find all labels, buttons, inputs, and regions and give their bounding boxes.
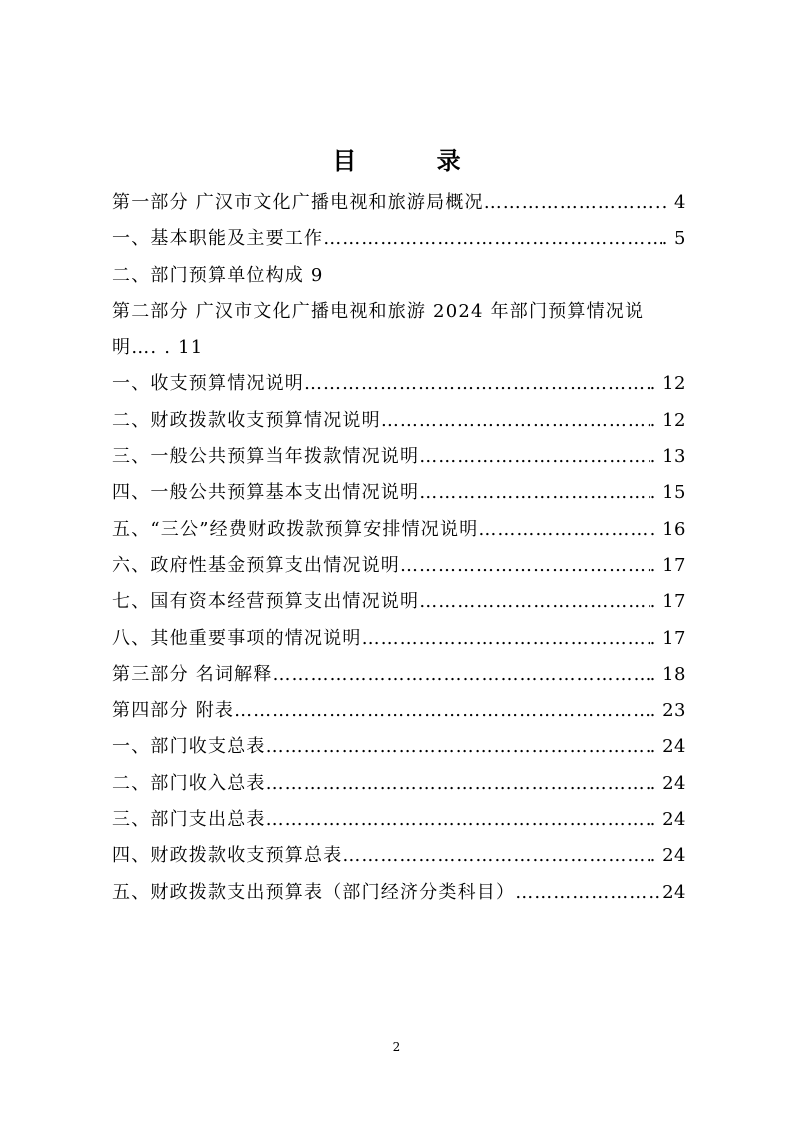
toc-entry-text: 第三部分 名词解释: [112, 663, 273, 685]
toc-leader-dots: [234, 693, 650, 729]
toc-entry-text: 一、基本职能及主要工作: [112, 228, 324, 250]
toc-entry[interactable]: [112, 802, 686, 838]
toc-entry-text: 六、政府性基金预算支出情况说明: [112, 554, 400, 576]
toc-entry-text: 七、国有资本经营预算支出情况说明: [112, 591, 420, 613]
toc-entry[interactable]: [112, 258, 686, 294]
toc-page-number: . 17: [649, 591, 686, 613]
toc-entry[interactable]: [112, 693, 686, 729]
toc-entry[interactable]: [112, 366, 686, 402]
toc-leader-dots: [362, 621, 650, 657]
toc-leader-dots: [304, 366, 650, 402]
toc-leader-dots: [381, 403, 650, 439]
toc-leader-dots: [484, 185, 662, 221]
page-number: 2: [392, 1040, 401, 1054]
toc-entry[interactable]: [112, 439, 686, 475]
toc-page-number: . 24: [649, 772, 686, 794]
toc-entry[interactable]: [112, 475, 686, 511]
toc-entry[interactable]: [112, 729, 686, 765]
toc-entry[interactable]: [112, 584, 686, 620]
toc-leader-dots: [266, 766, 650, 802]
toc-entry[interactable]: [112, 512, 686, 548]
toc-page-number: . 23: [649, 700, 686, 722]
toc-entry-text: 二、部门收入总表: [112, 772, 266, 794]
toc-page-number: 24: [662, 881, 686, 903]
toc-entry[interactable]: [112, 330, 686, 366]
toc-leader-dots: [273, 657, 650, 693]
toc-entry[interactable]: [112, 657, 686, 693]
toc-page-number: . 24: [649, 845, 686, 867]
toc-entry-text: 五、财政拨款支出预算表（部门经济分类科目）: [112, 881, 516, 903]
toc-leader-dots: [342, 838, 649, 874]
toc-entry-text: 四、财政拨款收支预算总表: [112, 845, 343, 867]
toc-page-number: . 16: [649, 518, 686, 540]
toc-title: 目 录: [332, 147, 497, 175]
toc-leader-dots: [266, 729, 650, 765]
toc-entry[interactable]: [112, 621, 686, 657]
toc-entry-text: 一、收支预算情况说明: [112, 373, 304, 395]
toc-entry[interactable]: [112, 875, 686, 911]
toc-entry-text: 第四部分 附表: [112, 700, 235, 722]
toc-entry[interactable]: [112, 221, 686, 257]
toc-entry-text: 四、一般公共预算基本支出情况说明: [112, 482, 420, 504]
toc-entry-text: 二、财政拨款收支预算情况说明: [112, 409, 381, 431]
toc-page-number: . 18: [649, 663, 686, 685]
toc-entry-text: 五、“三公”经费财政拨款预算安排情况说明: [112, 518, 479, 540]
table-of-contents: [112, 185, 686, 911]
toc-leader-dots: [266, 802, 650, 838]
toc-page-number: . 17: [649, 554, 686, 576]
toc-page-number: . 17: [649, 627, 686, 649]
toc-page-number: . 12: [649, 373, 686, 395]
toc-leader-dots: [419, 439, 649, 475]
toc-page-number: . 13: [649, 446, 686, 468]
toc-entry[interactable]: [112, 294, 686, 330]
toc-entry[interactable]: [112, 766, 686, 802]
toc-page-number: . 24: [649, 736, 686, 758]
toc-page-number: . 5: [661, 228, 686, 250]
toc-page-number: . 4: [661, 192, 686, 213]
toc-entry[interactable]: [112, 185, 686, 221]
toc-leader-dots: [478, 512, 649, 548]
toc-leader-dots: [419, 475, 649, 511]
toc-entry[interactable]: [112, 838, 686, 874]
toc-leader-dots: [400, 548, 650, 584]
toc-entry[interactable]: [112, 403, 686, 439]
toc-entry-text: 第二部分 广汉市文化广播电视和旅游 2024 年部门预算情况说: [112, 300, 645, 322]
toc-page-number: . 15: [649, 482, 686, 504]
toc-entry-text: 八、其他重要事项的情况说明: [112, 627, 362, 649]
toc-entry-text: 二、部门预算单位构成 9: [112, 264, 324, 286]
toc-leader-dots: [323, 221, 661, 257]
toc-page-number: . 12: [649, 409, 686, 431]
toc-entry[interactable]: [112, 548, 686, 584]
toc-page-number: . 24: [649, 809, 686, 831]
toc-entry-text: 三、部门支出总表: [112, 809, 266, 831]
toc-entry-text: 三、一般公共预算当年拨款情况说明: [112, 446, 420, 468]
toc-entry-text: 明…. . 11: [112, 337, 204, 359]
toc-leader-dots: [419, 584, 649, 620]
toc-entry-text: 第一部分 广汉市文化广播电视和旅游局概况: [112, 192, 484, 213]
toc-leader-dots: [515, 875, 662, 911]
toc-entry-text: 一、部门收支总表: [112, 736, 266, 758]
